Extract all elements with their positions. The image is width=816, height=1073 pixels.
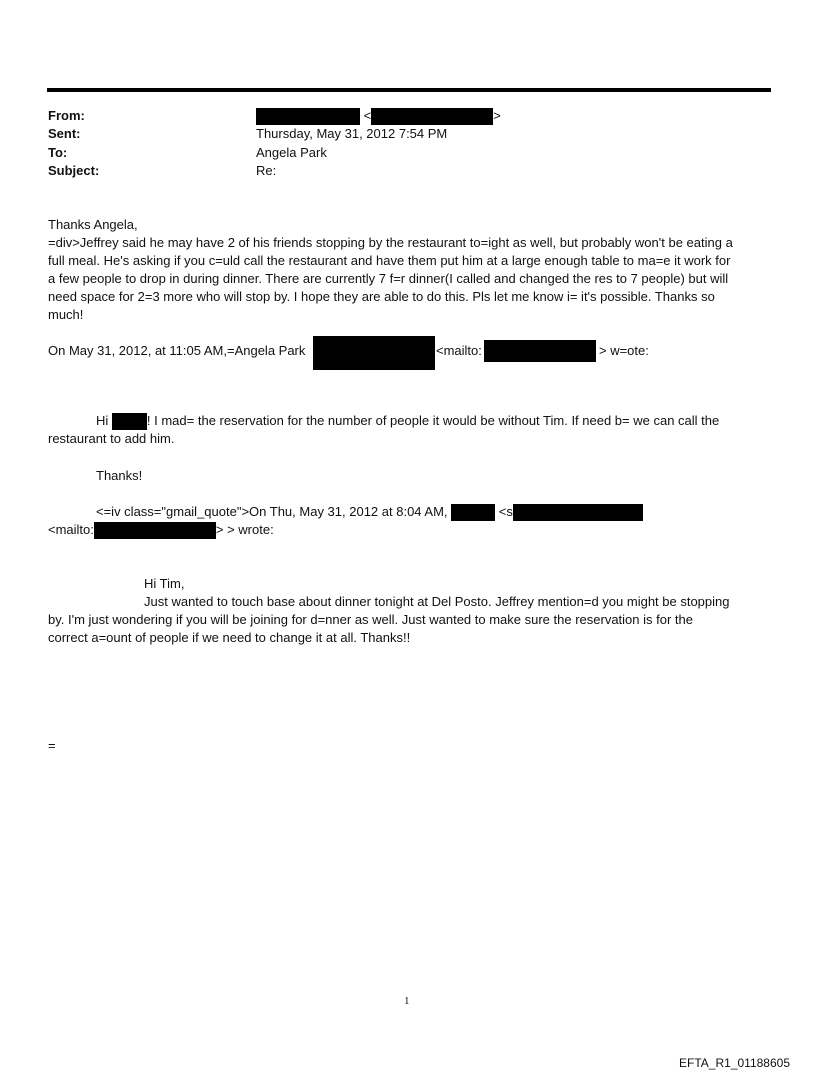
inner-line-2: by. I'm just wondering if you will be joining for d=nner as well. Just wanted to make sure the reservation is for the bbox=[48, 612, 693, 627]
reply-text: ! I mad= the reservation for the number of people it would be without Tim. If need b= we can call the bbox=[146, 413, 720, 428]
inner-hi: Hi Tim, bbox=[144, 576, 185, 591]
greeting: Thanks Angela, bbox=[48, 217, 138, 232]
sent-value: Thursday, May 31, 2012 7:54 PM bbox=[256, 126, 448, 141]
from-label: From: bbox=[48, 108, 85, 123]
thanks-line: Thanks! bbox=[96, 468, 143, 483]
quote2-prefix: <=iv class="gmail_quote">On Thu, May 31, 2012 at 8:04 AM, bbox=[96, 504, 448, 519]
to-value: Angela Park bbox=[256, 145, 327, 160]
to-row bbox=[48, 144, 327, 162]
redaction-bar bbox=[256, 108, 360, 125]
quote1-suffix: > w=ote: bbox=[599, 343, 649, 358]
redaction-bar bbox=[94, 522, 216, 539]
redaction-bar bbox=[513, 504, 643, 521]
page-number: 1 bbox=[404, 995, 410, 1007]
redaction-bar bbox=[313, 336, 435, 370]
redaction-bar bbox=[112, 413, 147, 430]
from-row bbox=[48, 107, 501, 125]
quote2-lt: <s bbox=[498, 504, 513, 519]
quote2-mailto-line bbox=[48, 521, 274, 539]
trailing-char: = bbox=[48, 738, 56, 753]
quote1-prefix: On May 31, 2012, at 11:05 AM,=Angela Park bbox=[48, 343, 306, 358]
quote-header-1 bbox=[48, 342, 305, 360]
redaction-bar bbox=[371, 108, 493, 125]
body-line: full meal. He's asking if you c=uld call the restaurant and have them put him at a large enough table to ma=e it work for bbox=[48, 253, 731, 268]
body-line: much! bbox=[48, 307, 84, 322]
from-value bbox=[256, 107, 501, 125]
reply-line-1 bbox=[96, 412, 719, 430]
quote-header-2 bbox=[96, 503, 643, 521]
inner-line-3: correct a=ount of people if we need to change it at all. Thanks!! bbox=[48, 630, 411, 645]
body-line: need space for 2=3 more who will stop by. I hope they are able to do this. Pls let me know i= it's possible. Thanks so bbox=[48, 289, 715, 304]
reply-hi: Hi bbox=[96, 413, 109, 428]
body-line: =div>Jeffrey said he may have 2 of his friends stopping by the restaurant to=ight as well, but probably won't be eating a bbox=[48, 235, 733, 250]
document-id: EFTA_R1_01188605 bbox=[679, 1056, 790, 1070]
body-paragraph bbox=[48, 234, 733, 324]
quote2-suffix: > > wrote: bbox=[215, 522, 274, 537]
subject-value: Re: bbox=[256, 163, 277, 178]
inner-line-1: Just wanted to touch base about dinner tonight at Del Posto. Jeffrey mention=d you might be stopping bbox=[144, 594, 730, 609]
redaction-bar bbox=[451, 504, 495, 521]
from-lt: < bbox=[363, 108, 372, 123]
from-gt: > bbox=[493, 108, 501, 123]
redaction-bar bbox=[484, 340, 596, 362]
to-label: To: bbox=[48, 145, 68, 160]
subject-row bbox=[48, 162, 277, 180]
sent-label: Sent: bbox=[48, 126, 81, 141]
body-line: a few people to drop in during dinner. There are currently 7 f=r dinner(I called and changed the res to 7 people) but will bbox=[48, 271, 729, 286]
quote1-mailto-text bbox=[436, 342, 482, 360]
quote2-mailto: <mailto: bbox=[48, 522, 94, 537]
sent-row bbox=[48, 125, 448, 143]
reply-line-2: restaurant to add him. bbox=[48, 431, 175, 446]
quote1-mailto: <mailto: bbox=[436, 343, 482, 358]
header-rule bbox=[47, 88, 771, 92]
subject-label: Subject: bbox=[48, 163, 100, 178]
